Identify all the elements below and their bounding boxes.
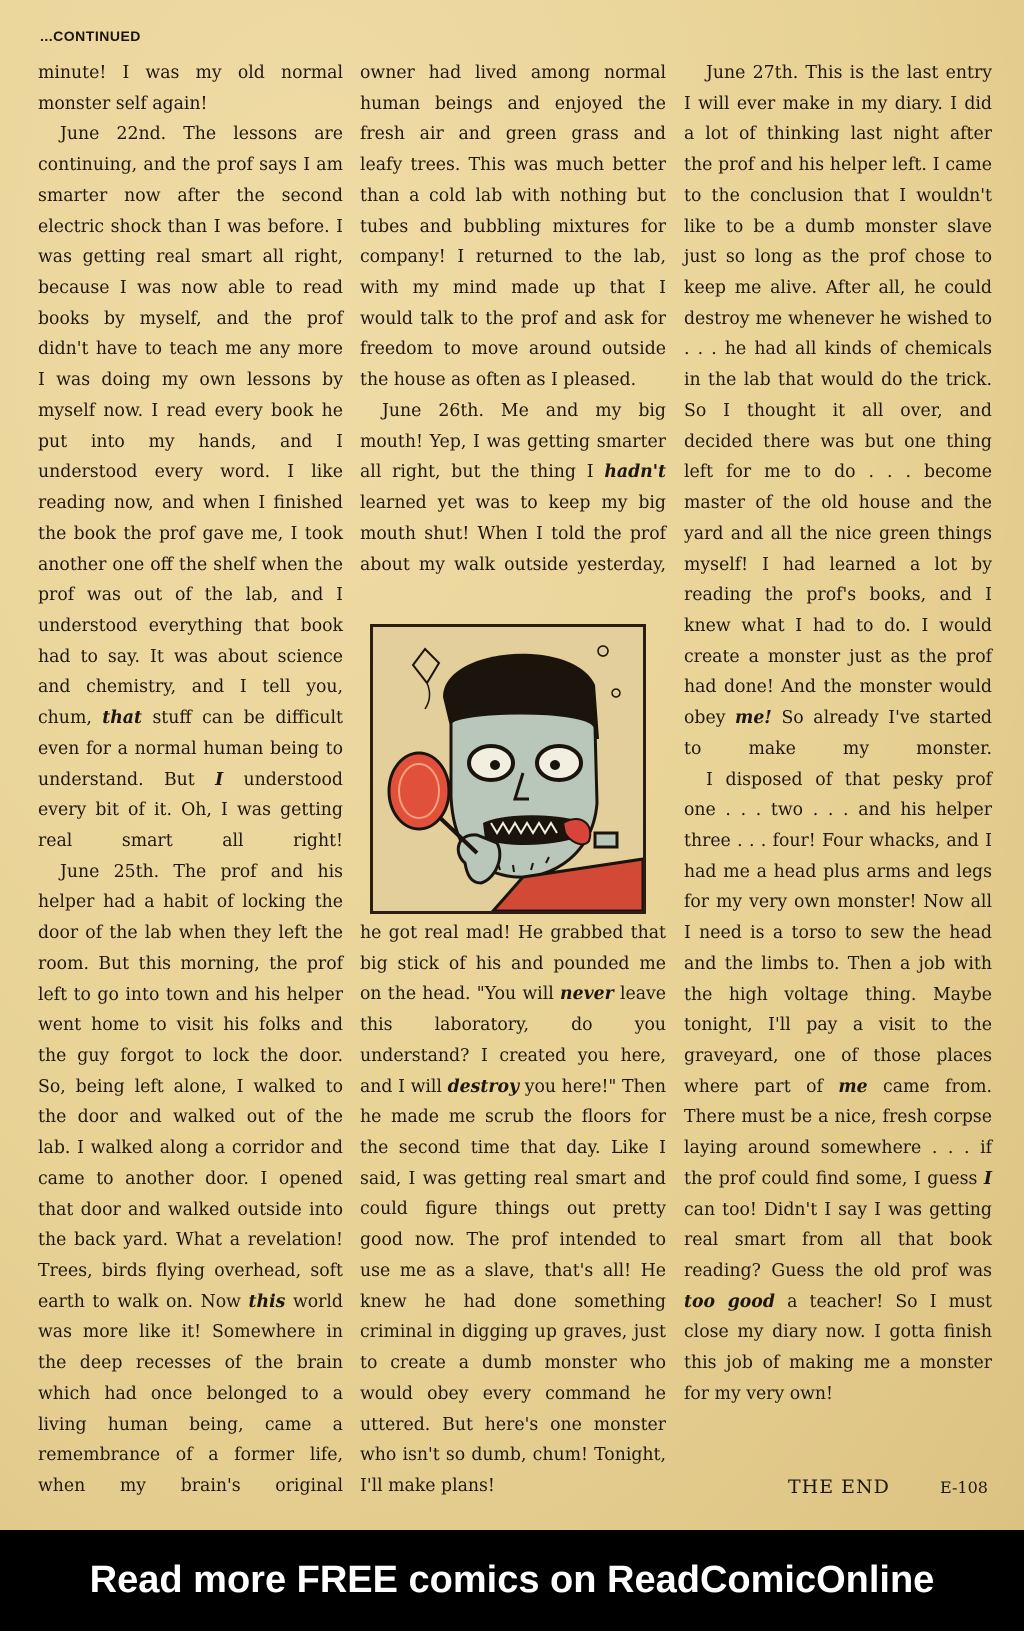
paragraph (360, 58, 666, 396)
paragraph-text: can too! Didn't I say I was getting real smart from all that book reading? Guess the old prof was (684, 1199, 992, 1282)
page-code: E-108 (940, 1478, 988, 1497)
emphasis-text: never (560, 984, 614, 1005)
emphasis-text: me (838, 1076, 868, 1097)
paragraph (684, 765, 992, 1410)
paragraph-text: a teacher! So I must close my diary now. I gotta finish this job of making me a monster for my very own! (684, 1291, 993, 1404)
paragraph-text: June 27th. This is the last entry I will ever make in my diary. I did a lot of thinking last night after the prof and his helper left. I came to the conclusion that I wouldn't like to be a dumb monster slave just so long as the prof chose to keep me alive. After all, he could destroy me whenever he wished to . . . he had all kinds of chemicals in the lab that would do the trick. So I thought it all over, and decided there was but one thing left for me to do . . . become master of the old house and the yard and all the nice green things myself! I had learned a lot by reading the prof's books, and I knew what I had to do. I would create a monster just as the prof had done! And the monster would obey (684, 63, 992, 729)
paragraph-text: came from. There must be a nice, fresh corpse laying around somewhere . . . if the prof could find some, I guess (684, 1076, 992, 1189)
paragraph-text: understood every bit of it. Oh, I was getting real smart all right! (38, 769, 343, 851)
promo-banner[interactable] (0, 1530, 1024, 1631)
promo-banner-text[interactable]: Read more FREE comics on ReadComicOnline (89, 1559, 935, 1601)
paragraph-text: he got real mad! He grabbed that big stick of his and pounded me on the head. "You will (360, 923, 666, 1005)
paragraph-text: leave this laboratory, do you understand? I created you here, and I will (360, 984, 667, 1097)
paragraph (360, 396, 666, 580)
emphasis-text: me! (735, 708, 772, 729)
monster-illustration (373, 627, 643, 911)
paragraph-text: minute! I was my old normal monster self again! (38, 63, 343, 114)
illustration-panel (370, 624, 646, 914)
paragraph (360, 918, 666, 1502)
emphasis-text: I (215, 769, 224, 790)
paragraph-text: June 22nd. The lessons are continuing, and the prof says I am smarter now after the second electric shock than I was before. I was getting real smart all right, because I was now able to read books by myself, and the prof didn't have to teach me any more I was doing my own lessons by myself now. I read every book he put into my hands, and I understood every word. I like reading now, and when I finished the book the prof gave me, I took another one off the shelf when the prof was out of the lab, and I understood everything that book had to say. It was about science and chemistry, and I tell you, chum, (38, 124, 343, 729)
text-column-2 (360, 58, 667, 1496)
emphasis-text: I (983, 1168, 992, 1189)
paragraph (684, 58, 992, 765)
emphasis-text: too good (684, 1291, 775, 1312)
emphasis-text: this (248, 1291, 286, 1312)
paragraph-text: stuff can be difficult even for a normal human being to understand. But (38, 708, 344, 790)
text-column-1 (38, 58, 343, 1502)
paragraph (38, 119, 343, 856)
paragraph-text: I disposed of that pesky prof one . . . two . . . and his helper three . . . four! Four whacks, and I had me a head plus arms and legs for my very own monster! Now all I need is a torso to sew the head and the limbs to. Then a job with the high voltage thing. Maybe tonight, I'll pay a visit to the graveyard, one of those places where part of (684, 769, 992, 1097)
paragraph-text: June 26th. Me and my big mouth! Yep, I was getting smarter all right, but the thing I (360, 400, 666, 483)
paragraph-text: June 25th. The prof and his helper had a habit of locking the door of the lab when they left the room. But this morning, the prof left to go into town and his helper went home to visit his folks and the guy forgot to lock the door. So, being left alone, I walked to the door and walked out of the lab. I walked along a corridor and came to another door. I opened that door and walked outside into the back yard. What a revelation! Trees, birds flying overhead, soft earth to walk on. Now (38, 861, 343, 1312)
paragraph-text: learned yet was to keep my big mouth shut! When I told the prof about my walk outside yesterday, (360, 493, 666, 575)
the-end-label: THE END (788, 1476, 890, 1498)
paragraph-text: owner had lived among normal human beings and enjoyed the fresh air and green grass and leafy trees. This was much better than a cold lab with nothing but tubes and bubbling mixtures for company! I returned to the lab, with my mind made up that I would talk to the prof and ask for freedom to move around outside the house as often as I pleased. (360, 63, 666, 391)
text-after-illustration (360, 918, 666, 1502)
paragraph (38, 58, 343, 119)
text-column-3 (684, 58, 992, 1410)
paragraph-text: world was more like it! Somewhere in the deep recesses of the brain which had once belonged to a living human being, came a remembrance of a former life, when my brain's original (38, 1291, 343, 1497)
paragraph-text: you here!" Then he made me scrub the floors for the second time that day. Like I said, I was getting real smart and could figure things out pretty good now. The prof intended to use me as a slave, that's all! He knew he had done something criminal in digging up graves, just to create a dumb monster who would obey every command he uttered. But here's one monster who isn't so dumb, chum! Tonight, I'll make plans! (360, 1076, 667, 1496)
continued-label: ...CONTINUED (40, 28, 141, 44)
paragraph-text: So already I've started to make my monster. (684, 708, 992, 759)
emphasis-text: hadn't (604, 462, 666, 483)
emphasis-text: destroy (447, 1076, 520, 1097)
emphasis-text: that (102, 708, 142, 729)
paragraph (38, 857, 343, 1502)
